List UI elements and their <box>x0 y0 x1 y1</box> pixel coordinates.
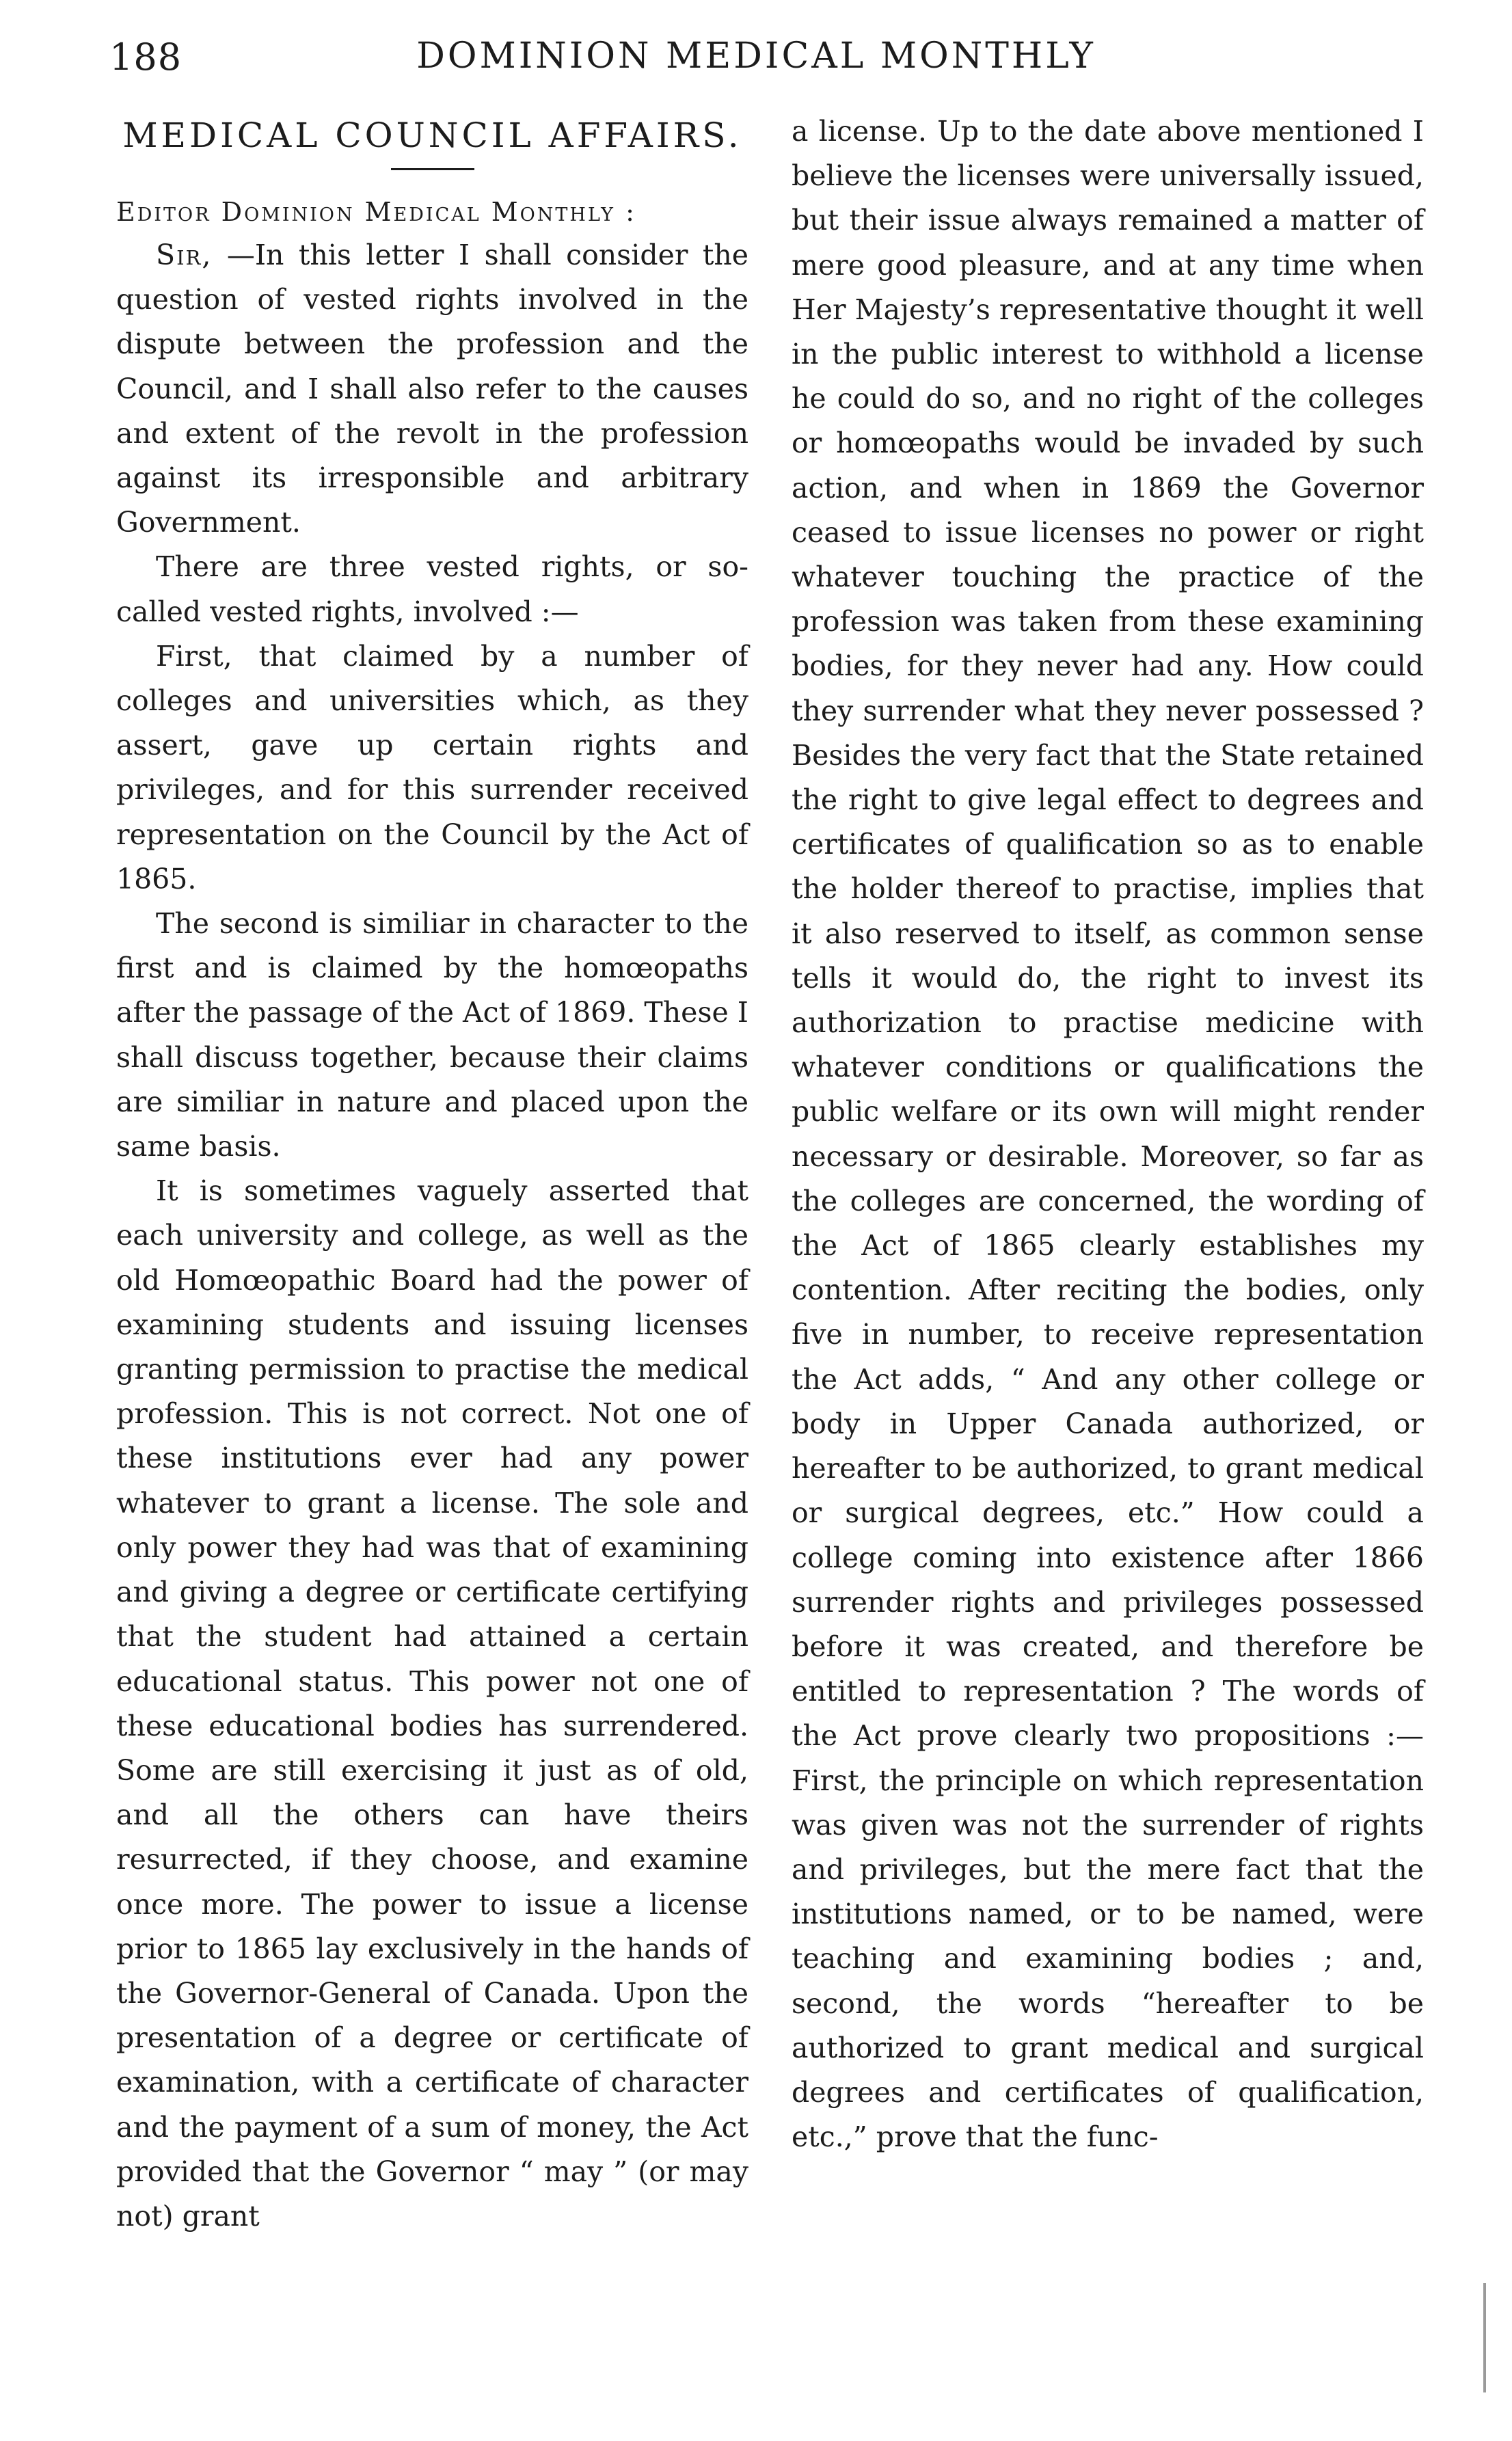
paragraph: The second is similiar in character to the first and is claimed by the homœopaths after the passage of the Act of 1869. These I shall discuss together, because their claims are similiar in nature and placed upon the same basis. <box>116 907 748 1163</box>
article-title: MEDICAL COUNCIL AFFAIRS. <box>122 116 742 155</box>
paragraph-continued: a license. Up to the date above mentioned I believe the licenses were universally issued, but their issue always remained a matter of mere good pleasure, and at any time when Her Majesty’s representative thought it well in the public interest to withhold a license he could do so, and no right of the colleges or homœopaths would be invaded by such action, and when in 1869 the Governor ceased to issue licenses no power or right whatever touching the practice of the profession was taken from these examining bodies, for they never had any. How could they surrender what they never possessed ? Besides the very fact that the State retained the right to give legal effect to degrees and certificates of qualification so as to enable the holder thereof to practise, implies that it also reserved to itself, as common sense tells it would do, the right to invest its authorization to practise medicine with whatever conditions or qualifications the public welfare or its own will might render necessary or desirable. Moreover, so far as the colleges are concerned, the wording of the Act of 1865 clearly establishes my contention. After reciting the bodies, only five in number, to receive representation the Act adds, “ And any other college or body in Upper Canada authorized, or hereafter to be authorized, to grant medical or surgical degrees, etc.” How could a college coming into existence after 1866 surrender rights and privileges possessed before it was created, and therefore be entitled to representation ? The words of the Act prove clearly two propositions :—First, the principle on which representation was given was not the surrender of rights and privileges, but the mere fact that the institutions named, or to be named, were teaching and examining bodies ; and, second, the words “hereafter to be authorized to grant medical and surgical degrees and certificates of qualification, etc.,” prove that the func- <box>792 115 1424 2154</box>
right-column <box>792 109 1424 2159</box>
paragraph <box>116 233 748 545</box>
paragraph: First, that claimed by a number of colleges and universities which, as they assert, gave up certain rights and privileges, and for this surrender received representation on the Council by the Act of 1865. <box>116 639 748 895</box>
scan-edge-mark <box>1483 2283 1486 2392</box>
page-header <box>0 36 1512 97</box>
salutation-sir: Sir, <box>156 239 213 271</box>
paragraph-text: —In this letter I shall consider the question of vested rights involved in the dispute between the profession and the Council, and I shall also refer to the causes and extent of the revolt in the profession against its irresponsible and arbitrary Government. <box>116 239 748 539</box>
running-head: DOMINION MEDICAL MONTHLY <box>416 36 1096 77</box>
salutation: Editor Dominion Medical Monthly : <box>116 197 636 227</box>
left-column <box>116 109 748 2239</box>
title-rule <box>391 168 474 170</box>
page-number: 188 <box>109 36 183 79</box>
paragraph: There are three vested rights, or so-called vested rights, involved :— <box>116 550 748 628</box>
paragraph: It is sometimes vaguely asserted that each university and college, as well as the old Homœopathic Board had the power of examining students and issuing licenses granting permission to practise the medical profession. This is not correct. Not one of these institutions ever had any power whatever to grant a license. The sole and only power they had was that of examining and giving a degree or certificate certifying that the student had attained a certain educational status. This power not one of these educational bodies has surrendered. Some are still exercising it just as of old, and all the others can have theirs resurrected, if they choose, and examine once more. The power to issue a license prior to 1865 lay exclusively in the hands of the Governor-General of Canada. Upon the presentation of a degree or certificate of examination, with a certificate of character and the payment of a sum of money, the Act provided that the Governor “ may ” (or may not) grant <box>116 1174 748 2233</box>
